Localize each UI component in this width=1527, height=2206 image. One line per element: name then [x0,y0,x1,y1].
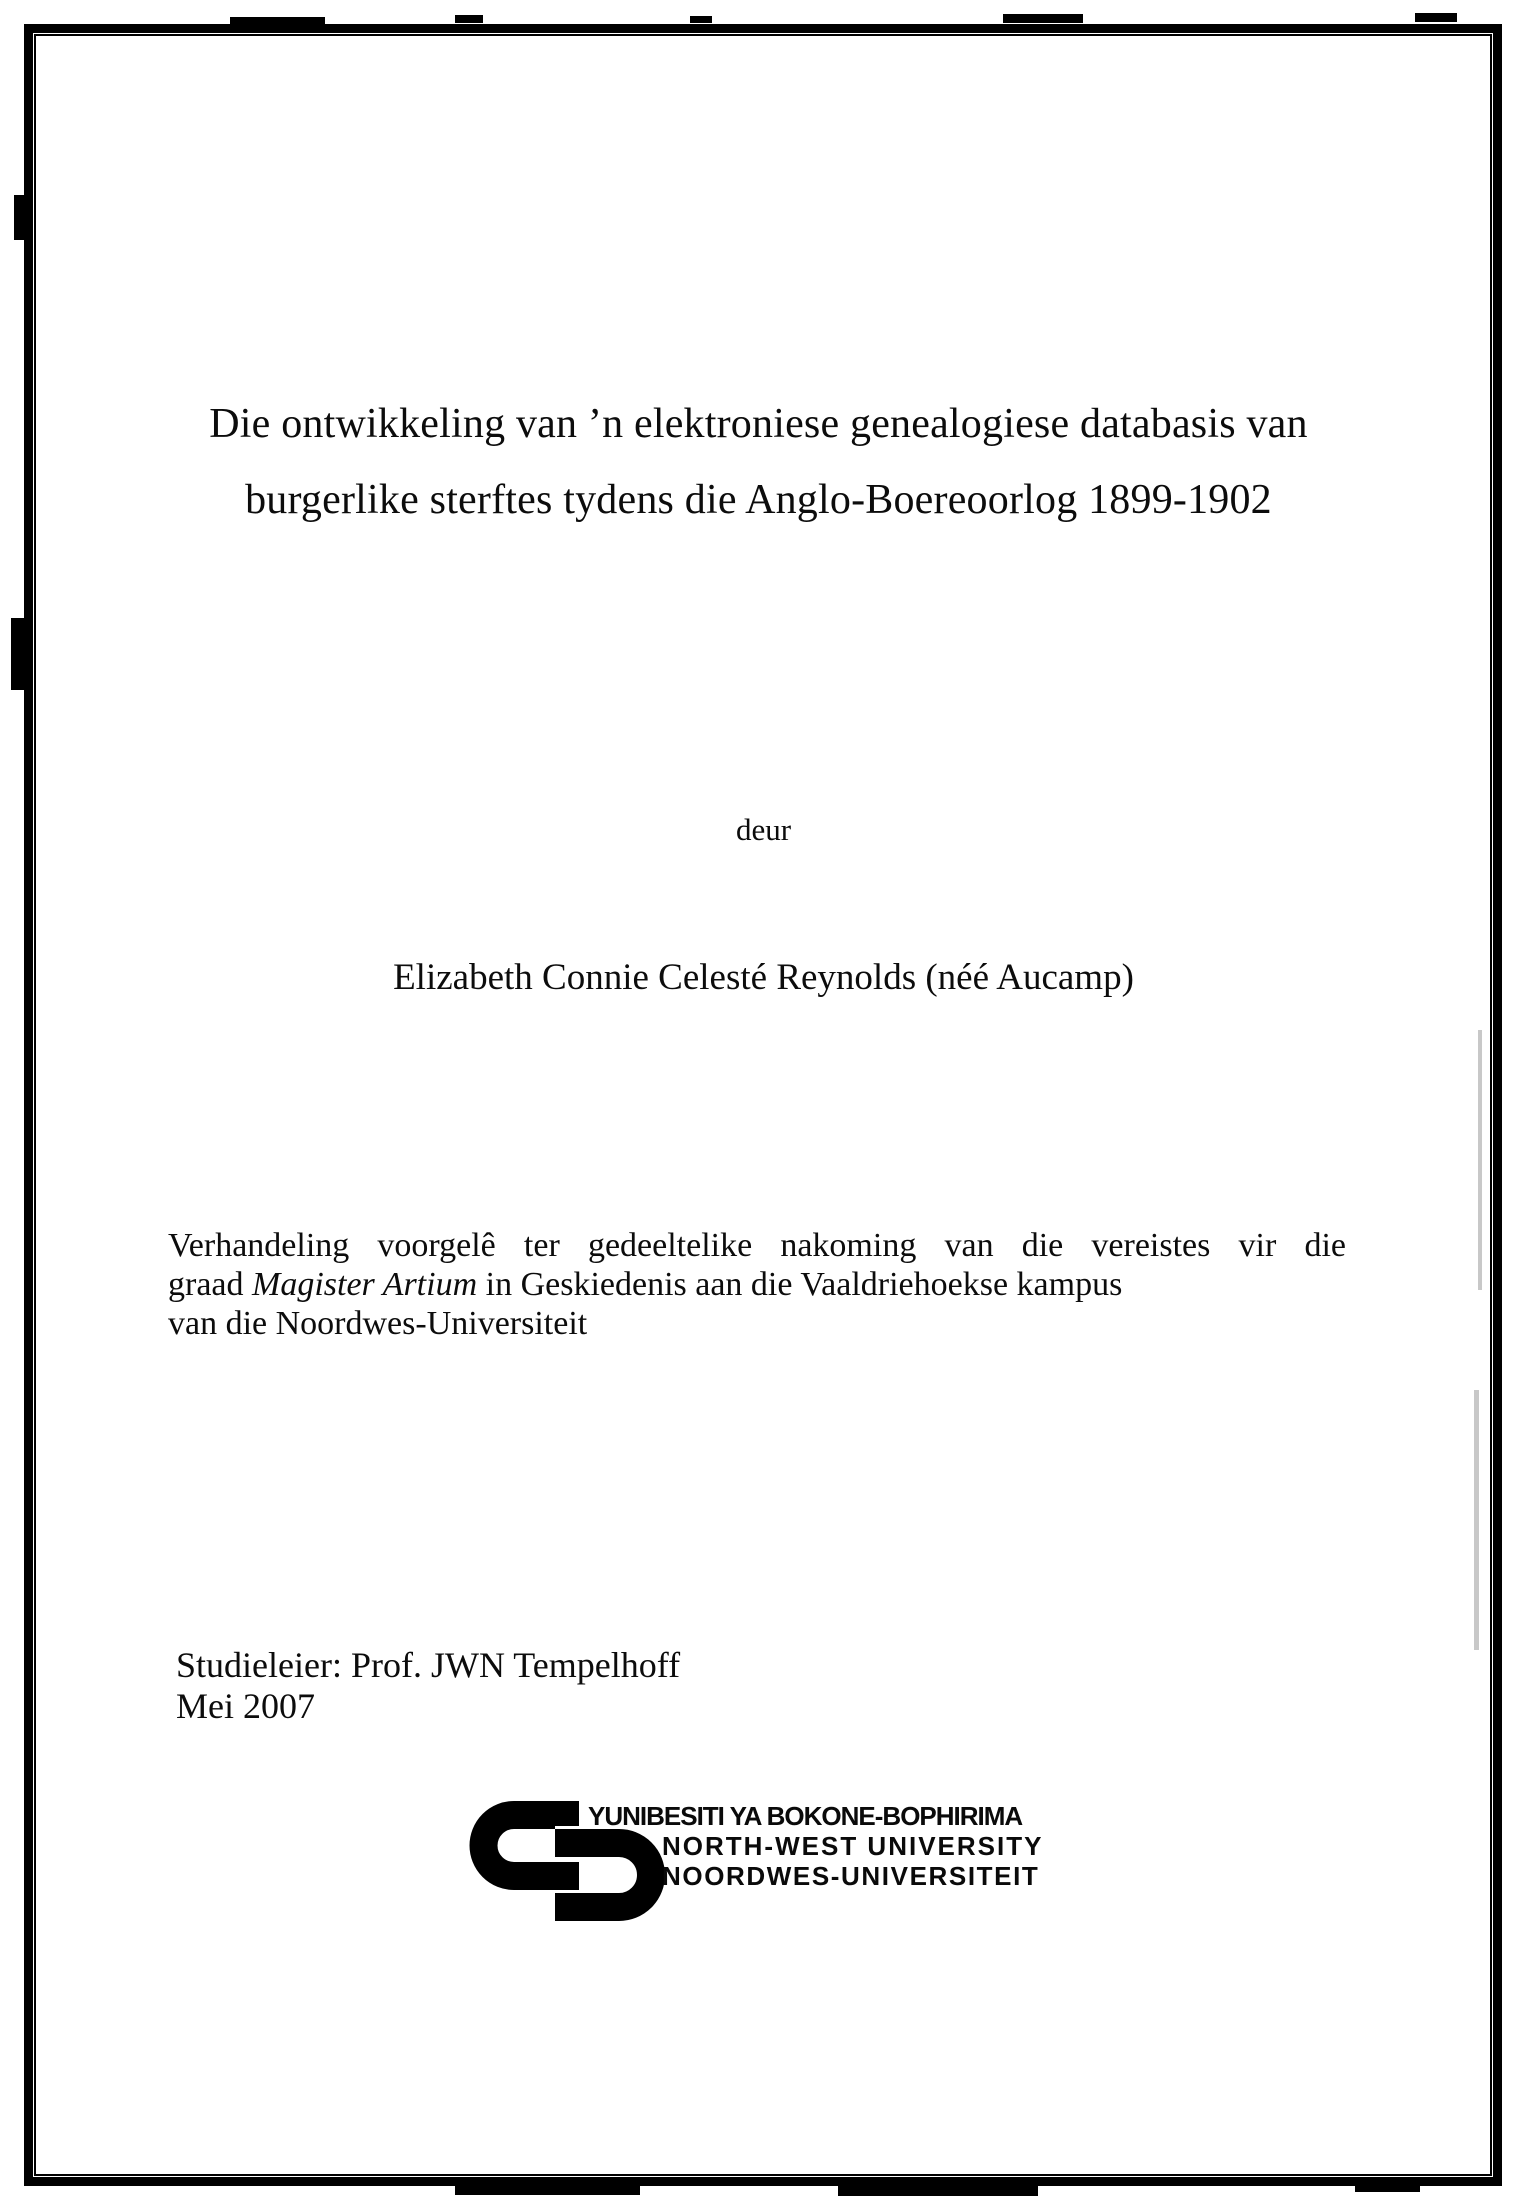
scan-artifact [1478,1030,1482,1290]
statement-line-3: van die Noordwes-Universiteit [168,1305,588,1342]
statement-line-2 [168,1265,1346,1304]
statement-line-2-post: in Geskiedenis aan die Vaaldriehoekse kampus [477,1266,1123,1303]
logo-text-line-2: NORTH-WEST UNIVERSITY [662,1831,1044,1861]
title-line-1: Die ontwikkeling van ’n elektroniese genealogiese databasis van [209,401,1308,447]
scan-artifact [11,618,24,690]
supervisor-line: Studieleier: Prof. JWN Tempelhoff [176,1645,681,1685]
scan-artifact [690,16,712,23]
byline: deur [735,812,792,847]
scan-artifact [838,2186,1038,2196]
statement-line-2-pre: graad [168,1266,253,1303]
supervisor-block [176,1645,680,1727]
submission-statement [168,1226,1346,1343]
statement-degree-name: Magister Artium [252,1266,478,1303]
statement-line-1: Verhandeling voorgelê ter gedeeltelike nakoming van die vereistes vir die [168,1227,1346,1264]
title-line-2: burgerlike sterftes tydens die Anglo-Boereoorlog 1899-1902 [245,477,1272,523]
scan-artifact [1415,13,1457,22]
scan-artifact [1355,2184,1420,2192]
author-name: Elizabeth Connie Celesté Reynolds (néé Aucamp) [393,957,1134,998]
scan-artifact [14,195,24,240]
logo-text-line-3: NOORDWES-UNIVERSITEIT [662,1861,1040,1891]
scan-artifact [455,15,483,23]
scan-artifact [1003,14,1083,23]
scan-artifact [455,2186,640,2195]
date-line: Mei 2007 [176,1686,315,1726]
scan-artifact [1474,1390,1479,1650]
logo-text-line-1: YUNIBESITI YA BOKONE-BOPHIRIMA [588,1801,1023,1831]
thesis-title [60,386,1457,538]
scan-artifact [230,17,325,25]
